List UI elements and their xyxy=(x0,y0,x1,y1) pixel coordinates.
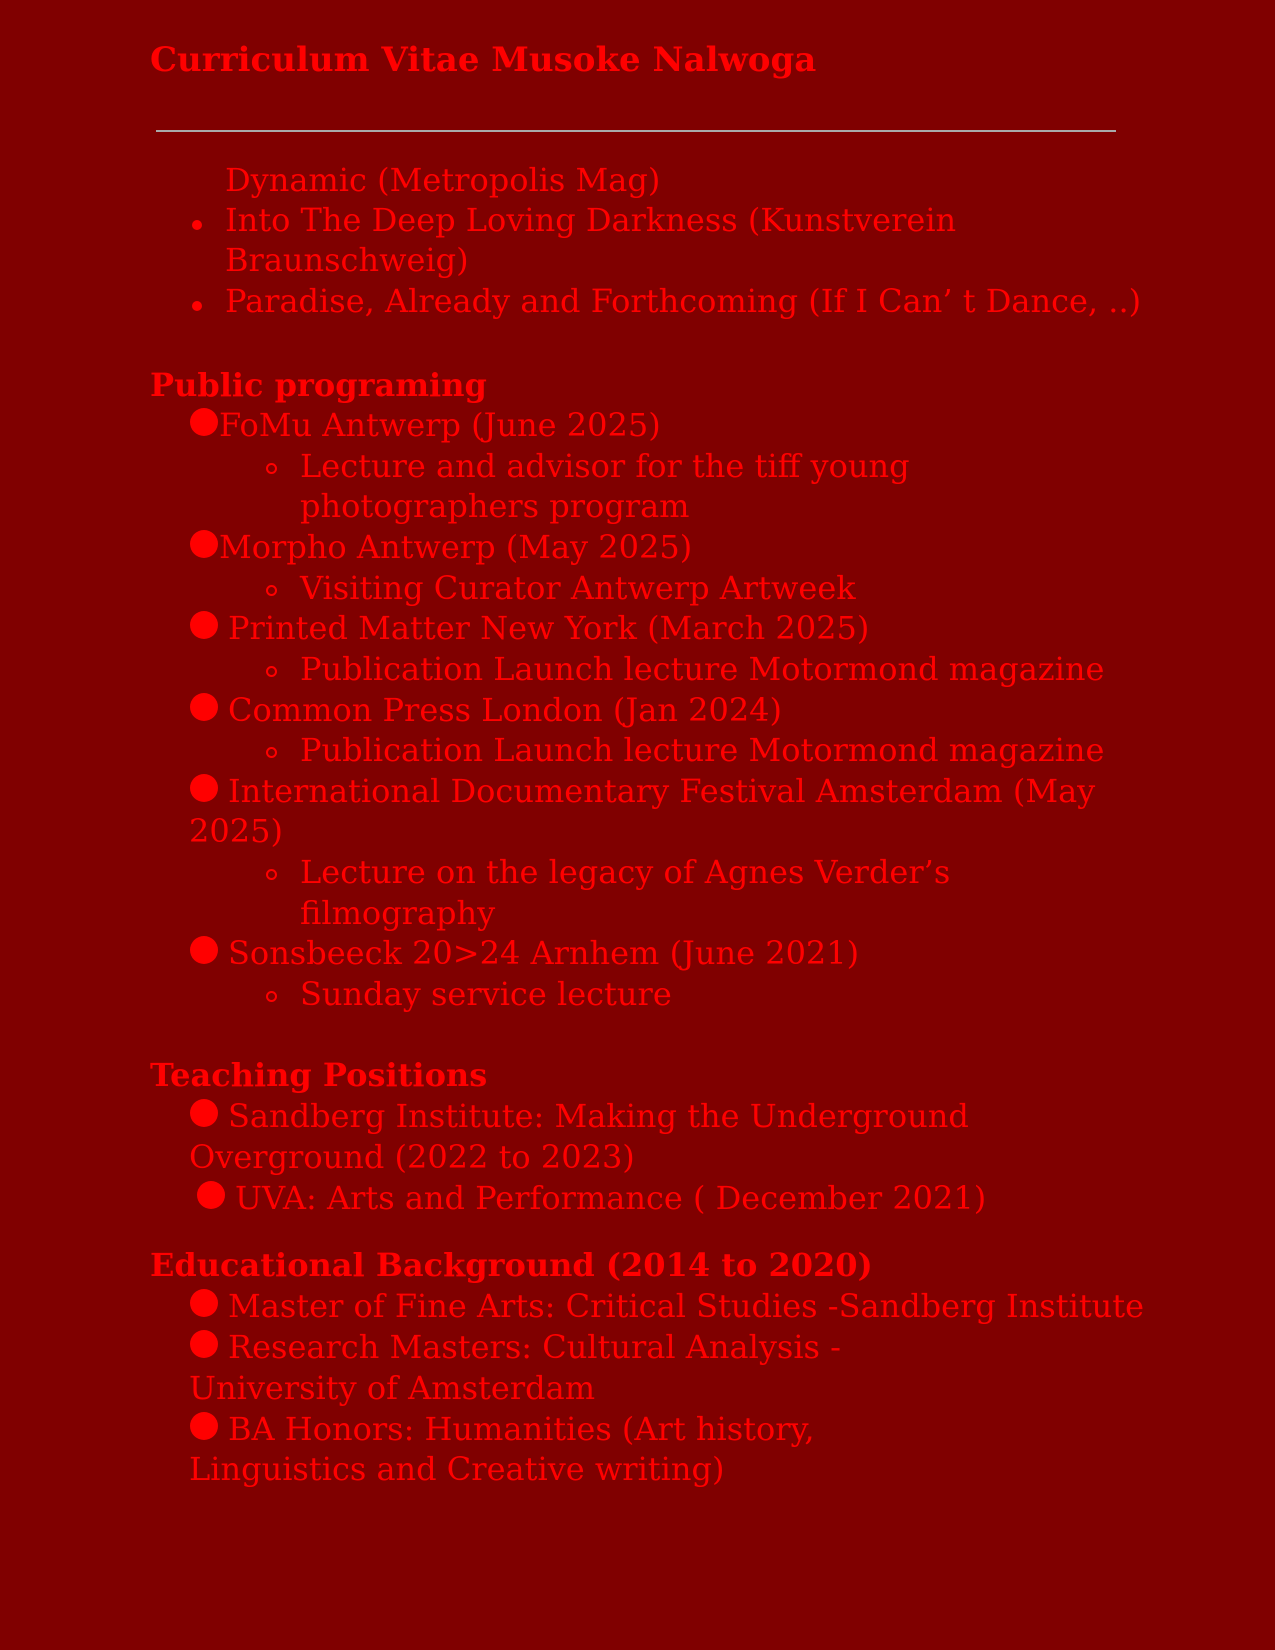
bullet-icon xyxy=(190,408,218,436)
bullet-icon xyxy=(190,936,218,964)
list-item: Common Press London (Jan 2024) xyxy=(228,691,783,729)
sub-list-item-cont: photographers program xyxy=(300,487,690,525)
bullet-icon xyxy=(190,1289,218,1317)
section-heading-teaching: Teaching Positions xyxy=(150,1056,488,1094)
list-item-cont: Braunschweig) xyxy=(225,241,469,279)
sub-bullet-icon xyxy=(266,869,277,880)
list-item-continued: Dynamic (Metropolis Mag) xyxy=(225,161,661,199)
bullet-icon xyxy=(190,1099,218,1127)
list-item: Master of Fine Arts: Critical Studies -Sandberg Institute xyxy=(228,1287,1145,1325)
list-item-cont: 2025) xyxy=(189,812,283,850)
sub-list-item: Lecture on the legacy of Agnes Verder’s xyxy=(300,853,951,891)
sub-list-item: Visiting Curator Antwerp Artweek xyxy=(300,569,856,607)
sub-bullet-icon xyxy=(266,463,277,474)
sub-list-item: Sunday service lecture xyxy=(300,975,672,1013)
sub-bullet-icon xyxy=(266,585,277,596)
title-divider xyxy=(156,130,1116,132)
page-title: Curriculum Vitae Musoke Nalwoga xyxy=(150,40,817,80)
bullet-icon xyxy=(190,693,218,721)
sub-bullet-icon xyxy=(266,747,277,758)
section-heading-education: Educational Background (2014 to 2020) xyxy=(150,1246,873,1284)
bullet-icon xyxy=(192,301,202,311)
sub-list-item: Publication Launch lecture Motormond magazine xyxy=(300,731,1105,769)
bullet-icon xyxy=(190,530,218,558)
list-item-cont: Linguistics and Creative writing) xyxy=(189,1450,725,1488)
list-item: International Documentary Festival Amsterdam (May xyxy=(228,772,1096,810)
list-item: Sandberg Institute: Making the Underground xyxy=(228,1097,969,1135)
sub-list-item: Lecture and advisor for the tiff young xyxy=(300,447,910,485)
bullet-icon xyxy=(192,220,202,230)
bullet-icon xyxy=(190,1330,218,1358)
list-item: Into The Deep Loving Darkness (Kunstverein xyxy=(225,201,957,239)
list-item-cont: University of Amsterdam xyxy=(189,1369,596,1407)
bullet-icon xyxy=(197,1181,225,1209)
sub-list-item-cont: filmography xyxy=(300,894,496,932)
sub-list-item: Publication Launch lecture Motormond magazine xyxy=(300,650,1105,688)
list-item: Morpho Antwerp (May 2025) xyxy=(219,528,693,566)
list-item: Sonsbeeck 20>24 Arnhem (June 2021) xyxy=(228,934,860,972)
list-item: UVA: Arts and Performance ( December 2021) xyxy=(235,1179,987,1217)
section-heading-public-programing: Public programing xyxy=(150,366,487,404)
bullet-icon xyxy=(190,611,218,639)
list-item: Paradise, Already and Forthcoming (If I Can’ t Dance, ..) xyxy=(225,282,1142,320)
bullet-icon xyxy=(190,774,218,802)
sub-bullet-icon xyxy=(266,666,277,677)
list-item-cont: Overground (2022 to 2023) xyxy=(189,1138,635,1176)
list-item: BA Honors: Humanities (Art history, xyxy=(228,1410,815,1448)
list-item: FoMu Antwerp (June 2025) xyxy=(219,406,661,444)
bullet-icon xyxy=(190,1412,218,1440)
list-item: Research Masters: Cultural Analysis - xyxy=(228,1328,841,1366)
list-item: Printed Matter New York (March 2025) xyxy=(228,609,870,647)
sub-bullet-icon xyxy=(266,991,277,1002)
